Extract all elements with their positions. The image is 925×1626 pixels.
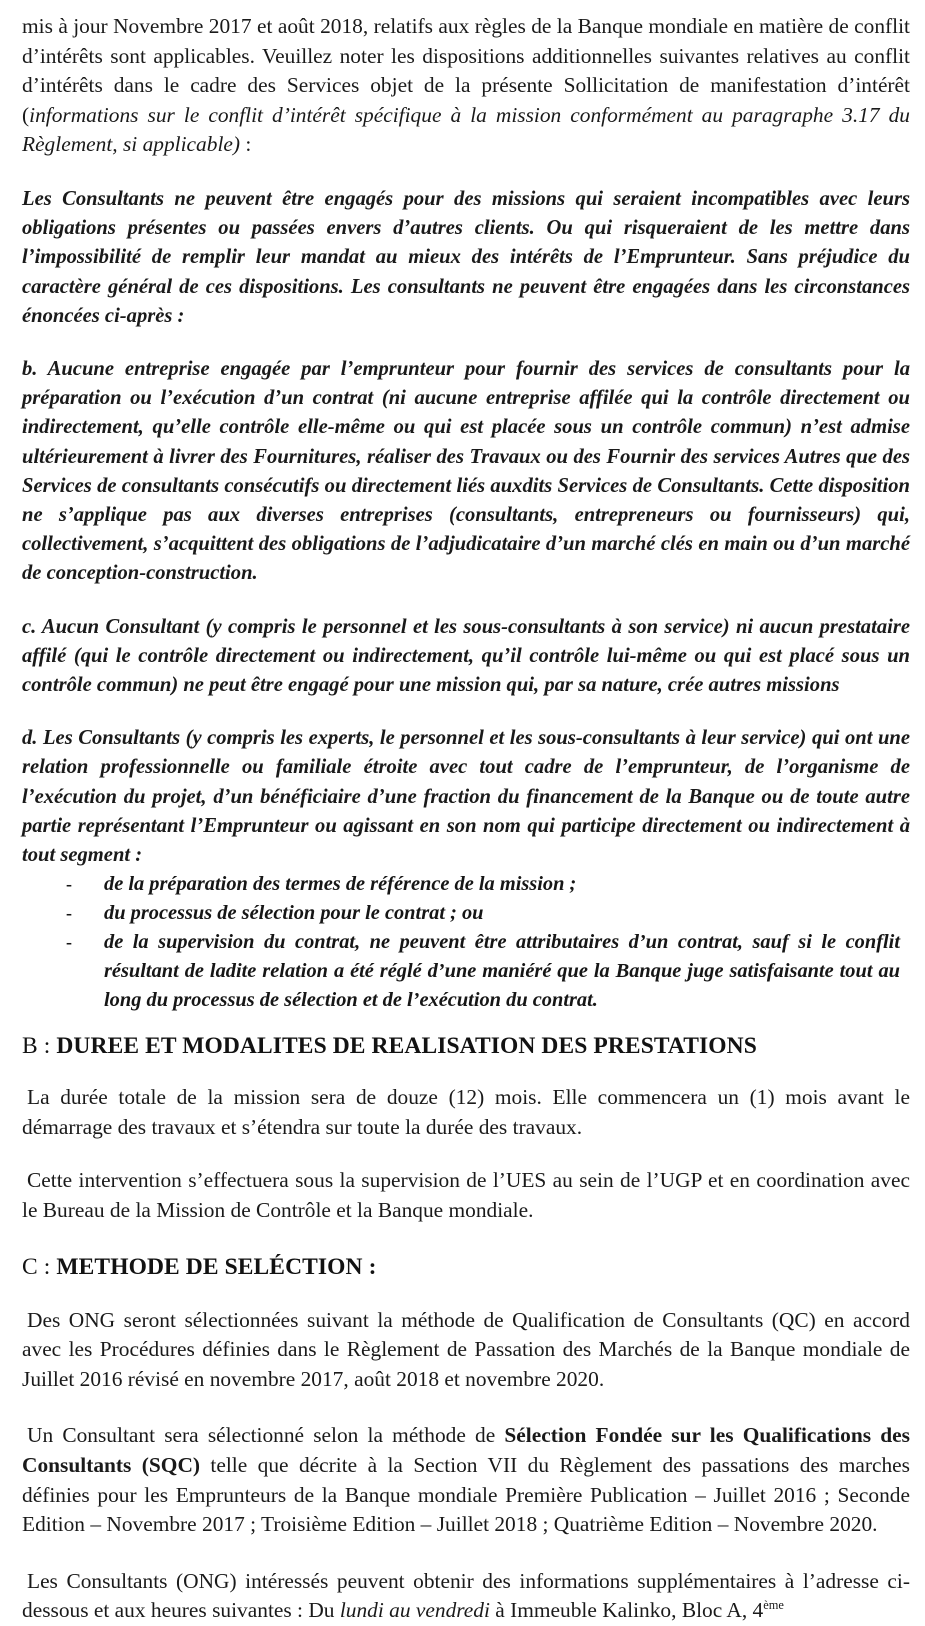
contact-address: à Immeuble Kalinko, Bloc A, 4 <box>489 1598 764 1623</box>
list-item-label: de la préparation des termes de référence de la mission ; <box>104 873 577 896</box>
list-item-label: de la supervision du contrat, ne peuvent être attributaires d’un contrat, sauf si le conflit résultant de ladite relation a été réglé d’une maniéré que la Banque juge satisfaisante tout au long du processus de sélection et de l’exécution du contrat. <box>104 931 900 1012</box>
conflict-intro-tail: : <box>240 132 252 157</box>
list-item-label: du processus de sélection pour le contrat ; ou <box>104 902 484 925</box>
conflict-intro-italic: informations sur le conflit d’intérêt spécifique à la mission conformément au paragraphe 3.17 du Règlement, si applicable) <box>22 102 910 157</box>
section-heading-b <box>22 1031 910 1061</box>
paragraph-clause-c: c. Aucun Consultant (y compris le personnel et les sous-consultants à son service) ni aucun prestataire affilé (qui le contrôle directement ou indirectement, qu’il contrôle lui-même ou qui est placé sous un contrôle commun) ne peut être engagé pour une mission qui, par sa nature, crée autres missions <box>22 615 910 697</box>
spacer <box>22 1142 910 1166</box>
paragraph-intervention: Cette intervention s’effectuera sous la supervision de l’UES au sein de l’UGP et en coordination avec le Bureau de la Mission de Contrôle et la Banque mondiale. <box>22 1168 910 1223</box>
sqc-text-tail: telle que décrite à la Section VII du Règlement des passations des marches définies pour les Emprunteurs de la Banque mondiale Première Publication – Juillet 2016 ; Seconde Edition – Novembre 2017 ; Troisième Edition – Juillet 2018 ; Quatrième Edition – Novembre 2020. <box>22 1452 910 1537</box>
paragraph-clause-d: d. Les Consultants (y compris les experts, le personnel et les sous-consultants à leur service) qui ont une relation professionnelle ou familiale étroite avec tout cadre de l’emprunteur, de l’organisme de l’exécution du projet, d’un bénéficiaire d’une fraction du financement de la Banque ou de toute autre partie représentant l’Emprunteur ou agissant en son nom qui participe directement ou indirectement à tout segment : <box>22 727 910 867</box>
bullet-dash-icon: - <box>66 903 72 924</box>
clause-d-bullet-list <box>22 870 910 1015</box>
list-item <box>22 928 910 1015</box>
section-heading-b-title: DUREE ET MODALITES DE REALISATION DES PRESTATIONS <box>56 1033 757 1060</box>
section-heading-c-letter: C : <box>22 1253 57 1280</box>
section-heading-c <box>22 1252 910 1282</box>
paragraph-contact-info <box>22 1567 910 1626</box>
paragraph-sqc-method <box>22 1421 910 1539</box>
spacer <box>22 1394 910 1421</box>
spacer <box>22 1015 910 1031</box>
paragraph-italic-clause: Les Consultants ne peuvent être engagés pour des missions qui seraient incompatibles avec leurs obligations présentes ou passées envers d’autres clients. Ou qui risqueraient de les mettre dans l’impossibilité de remplir leur mandat au mieux des intérêts de l’Emprunteur. Sans préjudice du caractère général de ces dispositions. Les consultants ne peuvent être engagées dans les circonstances énoncées ci-après : <box>22 187 910 327</box>
contact-hours-italic: lundi au vendredi <box>339 1598 490 1623</box>
spacer <box>22 331 910 355</box>
paragraph-conflict-intro <box>22 12 910 160</box>
section-heading-c-title: METHODE DE SELÉCTION : <box>56 1253 377 1280</box>
spacer <box>22 589 910 613</box>
spacer <box>22 1226 910 1252</box>
paragraph-duree: La durée totale de la mission sera de douze (12) mois. Elle commencera un (1) mois avant le démarrage des travaux et s’étendra sur toute la durée des travaux. <box>22 1085 910 1139</box>
paragraph-clause-b: b. Aucune entreprise engagée par l’emprunteur pour fournir des services de consultants pour la préparation ou l’exécution d’un contrat (ni aucune entreprise affilée qui la contrôle directement ou indirectement, qu’elle contrôle elle-même ou qui est placée sous un contrôle commun) n’est admise ultérieurement à livrer des Fournitures, réaliser des Travaux ou des Fournir des services Autres que des Services de consultants consécutifs ou directement liés auxdits Services de Consultants. Cette disposition ne s’applique pas aux diverses entreprises (consultants, entrepreneurs ou fournisseurs) qui, collectivement, s’acquittent des obligations de l’adjudicataire d’un marché clés en main ou d’un marché de conception-construction. <box>22 357 910 585</box>
section-heading-b-letter: B : <box>22 1033 57 1060</box>
ordinal-suffix: ème <box>763 1598 784 1613</box>
sqc-method-name: Sélection Fondée sur les Qualifications des Consultants (SQC) <box>22 1423 910 1477</box>
spacer <box>22 1540 910 1567</box>
conflict-intro-text: mis à jour Novembre 2017 et août 2018, relatifs aux règles de la Banque mondiale en matière de conflit d’intérêts sont applicables. Veuillez noter les dispositions additionnelles suivantes relatives au conflit d’intérêts dans le cadre des Services objet de la présente Sollicitation de manifestation d’intérêt ( <box>22 14 910 127</box>
spacer <box>22 1061 910 1083</box>
bullet-dash-icon: - <box>66 932 72 953</box>
sqc-text-lead: Un Consultant sera sélectionné selon la méthode de <box>27 1423 505 1448</box>
list-item <box>22 870 910 899</box>
spacer <box>22 700 910 724</box>
bullet-dash-icon: - <box>66 874 72 895</box>
contact-text-lead: Les Consultants (ONG) intéressés peuvent obtenir des informations supplémentaires à l’adresse ci-dessous et aux heures suivantes : Du <box>22 1568 910 1623</box>
paragraph-ong-selection: Des ONG seront sélectionnées suivant la méthode de Qualification de Consultants (QC) en accord avec les Procédures définies dans le Règlement de Passation des Marchés de la Banque mondiale de Juillet 2016 révisé en novembre 2017, août 2018 et novembre 2020. <box>22 1307 910 1391</box>
spacer <box>22 160 910 185</box>
list-item <box>22 899 910 928</box>
spacer <box>22 1282 910 1306</box>
